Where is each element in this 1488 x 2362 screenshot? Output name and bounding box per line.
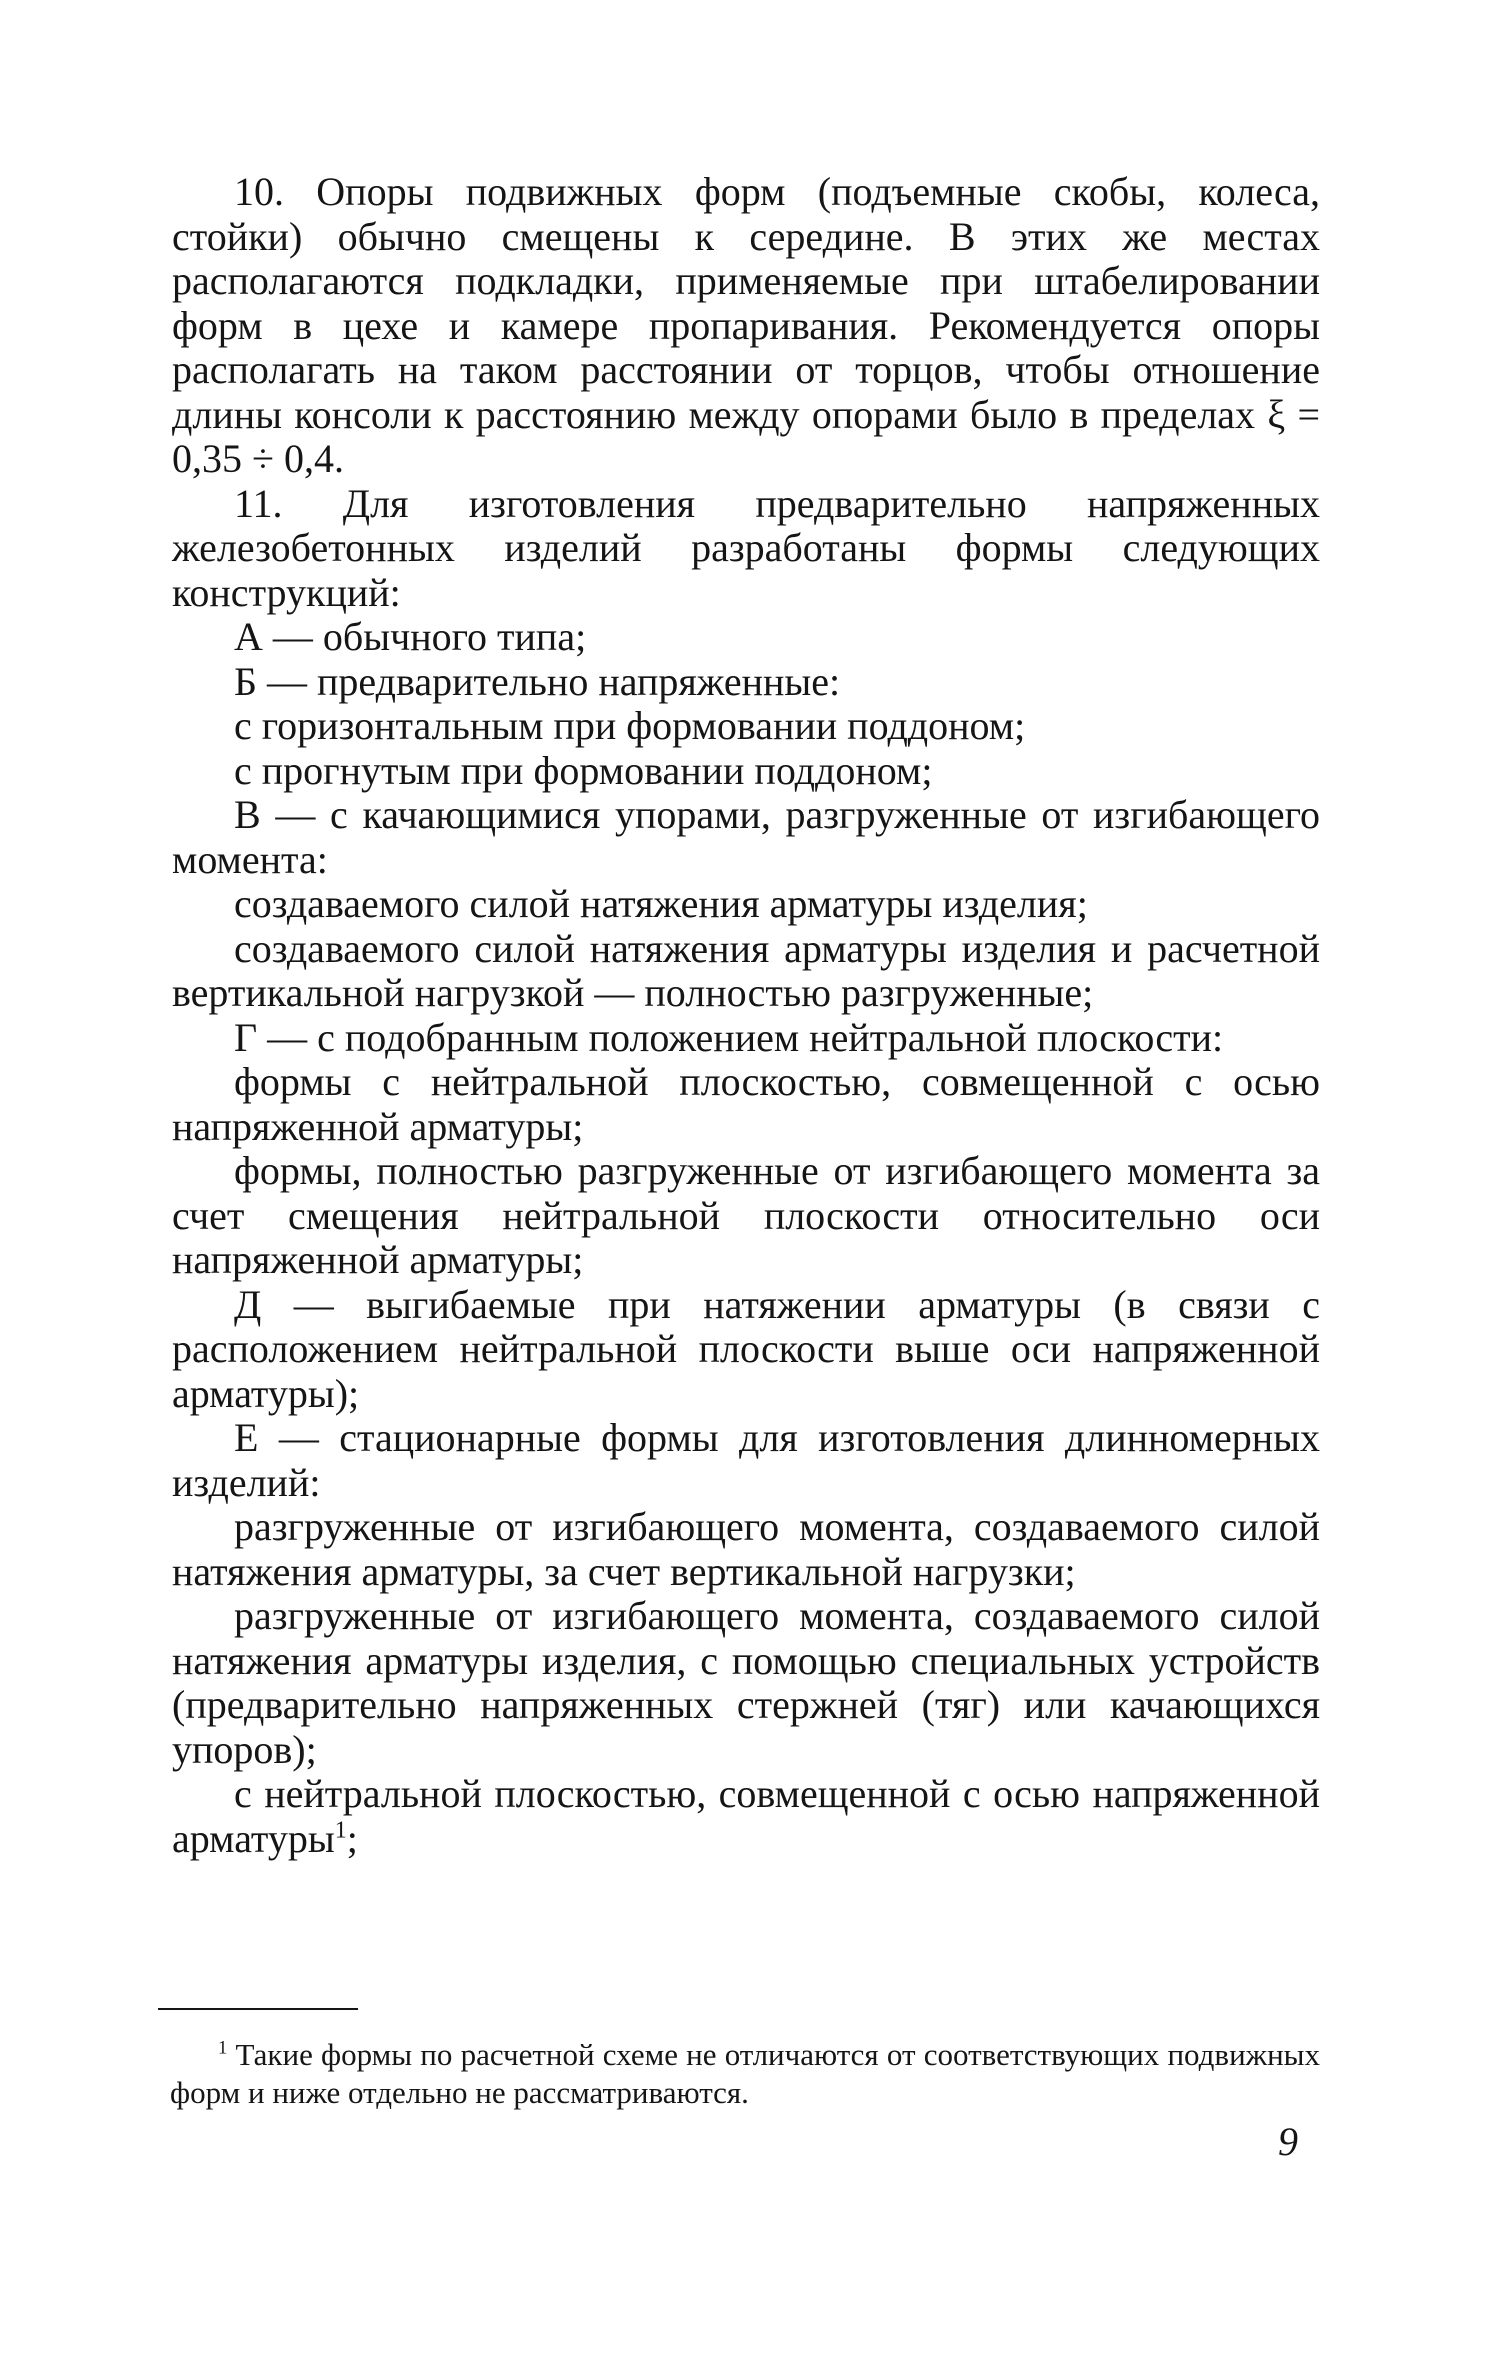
form-type-a: А — обычного типа; [234, 614, 587, 659]
footnote-text: Такие формы по расчетной схеме не отличаются от соответствующих подвижных форм и ниже отдельно не рассматриваются. [170, 2037, 1320, 2110]
form-type-e-sub-1: разгруженные от изгибающего момента, создаваемого силой натяжения арматуры, за счет вертикальной нагрузки; [172, 1504, 1320, 1594]
body-text [172, 170, 1320, 1861]
form-type-e: Е — стационарные формы для изготовления длинномерных изделий: [172, 1415, 1320, 1505]
form-type-d: Д — выгибаемые при натяжении арматуры (в связи с расположением нейтральной плоскости выше оси напряженной арматуры); [172, 1281, 1320, 1416]
form-type-v: В — с качающимися упорами, разгруженные от изгибающего момента: [172, 792, 1320, 882]
form-type-b: Б — предварительно напряженные: [234, 658, 841, 704]
footnote [170, 2036, 1320, 2112]
footnote-marker: 1 [218, 2037, 228, 2059]
paragraph-item-10: 10. Опоры подвижных форм (подъемные скобы, колеса, стойки) обычно смещены к середине. В этих же местах располагаются подкладки, применяемые при штабелировании форм в цехе и камере пропаривания. Рекомендуется опоры располагать на таком расстоянии от торцов, чтобы отношение длины консоли к расстоянию между опорами было в пределах ξ = 0,35 ÷ 0,4. [172, 169, 1320, 481]
form-type-g: Г — с подобранным положением нейтральной плоскости: [234, 1014, 1224, 1060]
form-type-e-sub-3 [172, 1772, 1320, 1861]
page-number: 9 [1278, 2119, 1298, 2164]
footnote-reference: 1 [334, 1817, 347, 1844]
form-type-b-sub-1: с горизонтальным при формовании поддоном; [234, 703, 1026, 748]
form-type-e-sub-2: разгруженные от изгибающего момента, создаваемого силой натяжения арматуры изделия, с помощью специальных устройств (предварительно напряженных стержней (тяг) или качающихся упоров); [172, 1593, 1320, 1772]
form-type-v-sub-2: создаваемого силой натяжения арматуры изделия и расчетной вертикальной нагрузкой — полностью разгруженные; [172, 925, 1320, 1015]
form-type-b-sub-2: с прогнутым при формовании поддоном; [234, 747, 933, 793]
form-type-e-sub-3-tail: ; [346, 1815, 358, 1861]
form-type-g-sub-2: формы, полностью разгруженные от изгибающего момента за счет смещения нейтральной плоскости относительно оси напряженной арматуры; [172, 1148, 1320, 1282]
form-type-e-sub-3-text: с нейтральной плоскостью, совмещенной с осью напряженной арматуры [172, 1771, 1320, 1861]
paragraph-item-11: 11. Для изготовления предварительно напряженных железобетонных изделий разработаны формы следующих конструкций: [172, 480, 1320, 615]
footnote-separator [158, 2008, 358, 2010]
form-type-v-sub-1: создаваемого силой натяжения арматуры изделия; [234, 881, 1088, 926]
form-type-g-sub-1: формы с нейтральной плоскостью, совмещенной с осью напряженной арматуры; [172, 1059, 1320, 1149]
